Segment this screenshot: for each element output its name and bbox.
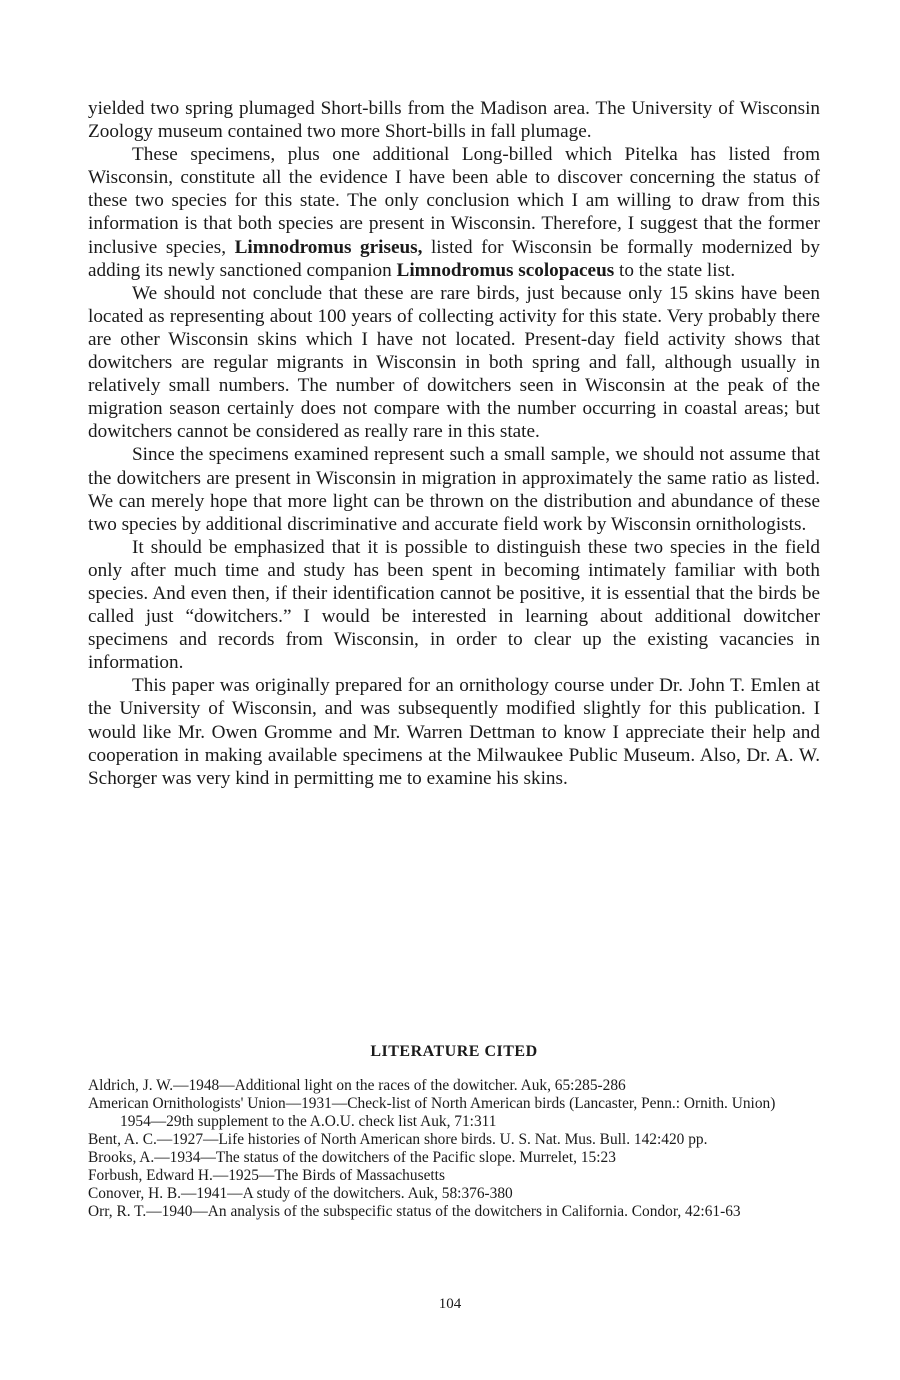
paragraph (88, 143, 820, 282)
literature-heading: LITERATURE CITED (370, 1043, 538, 1060)
text-run: to the state list. (614, 259, 736, 281)
reference-list (88, 1077, 820, 1221)
reference-item: American Ornithologists' Union—1931—Check-list of North American birds (Lancaster, Penn.: Ornith. Union) (88, 1095, 776, 1112)
reference-item: Bent, A. C.—1927—Life histories of North American shore birds. U. S. Nat. Mus. Bull. 142:420 pp. (88, 1131, 708, 1148)
text-run: listed for Wisconsin be formally modernized by adding its newly sanctioned companion (88, 236, 820, 281)
page-number: 104 (438, 1296, 462, 1312)
reference-item: Brooks, A.—1934—The status of the dowitchers of the Pacific slope. Murrelet, 15:23 (88, 1149, 616, 1166)
body-text (88, 97, 820, 790)
reference-item: Forbush, Edward H.—1925—The Birds of Massachusetts (88, 1167, 445, 1184)
reference-item: Orr, R. T.—1940—An analysis of the subspecific status of the dowitchers in California. Condor, 42:61-63 (88, 1203, 741, 1220)
paragraph: We should not conclude that these are rare birds, just because only 15 skins have been located as representing about 100 years of collecting activity for this state. Very probably there are other Wisconsin skins which I have not located. Present-day field activity shows that dowitchers are regular migrants in Wisconsin in both spring and fall, although usually in relatively small numbers. The number of dowitchers seen in Wisconsin at the peak of the migration season certainly does not compare with the number occurring in coastal areas; but dowitchers cannot be considered as really rare in this state. (88, 282, 820, 443)
paragraph: It should be emphasized that it is possible to distinguish these two species in the field only after much time and study has been spent in becoming intimately familiar with both species. And even then, if their identification cannot be positive, it is essential that the birds be called just “dowitchers.” I would be interested in learning about additional dowitcher specimens and records from Wisconsin, in order to clear up the existing vacancies in information. (88, 536, 820, 674)
paragraph: This paper was originally prepared for an ornithology course under Dr. John T. Emlen at the University of Wisconsin, and was subsequently modified slightly for this publication. I would like Mr. Owen Gromme and Mr. Warren Dettman to know I appreciate their help and cooperation in making available specimens at the Milwaukee Public Museum. Also, Dr. A. W. Schorger was very kind in permitting me to examine his skins. (88, 675, 820, 789)
reference-item: Aldrich, J. W.—1948—Additional light on the races of the dowitcher. Auk, 65:285-286 (88, 1077, 626, 1094)
reference-item: Conover, H. B.—1941—A study of the dowitchers. Auk, 58:376-380 (88, 1185, 513, 1202)
text-run: These specimens, plus one additional Long-billed which Pitelka has listed from Wisconsin, constitute all the evidence I have been able to discover concerning the status of these two species for this state. The only conclusion which I am willing to draw from this information is that both species are present in Wisconsin. Therefore, I suggest that the former inclusive species, (88, 144, 820, 258)
paragraph: yielded two spring plumaged Short-bills from the Madison area. The University of Wisconsin Zoology museum contained two more Short-bills in fall plumage. (88, 98, 820, 143)
reference-item: 1954—29th supplement to the A.O.U. check list Auk, 71:311 (120, 1113, 497, 1130)
paragraph: Since the specimens examined represent such a small sample, we should not assume that the dowitchers are present in Wisconsin in migration in approximately the same ratio as listed. We can merely hope that more light can be thrown on the distribution and abundance of these two species by additional discriminative and accurate field work by Wisconsin ornithologists. (88, 444, 820, 535)
species-name: Limnodromus scolopaceus (396, 259, 615, 281)
species-name: Limnodromus griseus, (234, 236, 423, 258)
